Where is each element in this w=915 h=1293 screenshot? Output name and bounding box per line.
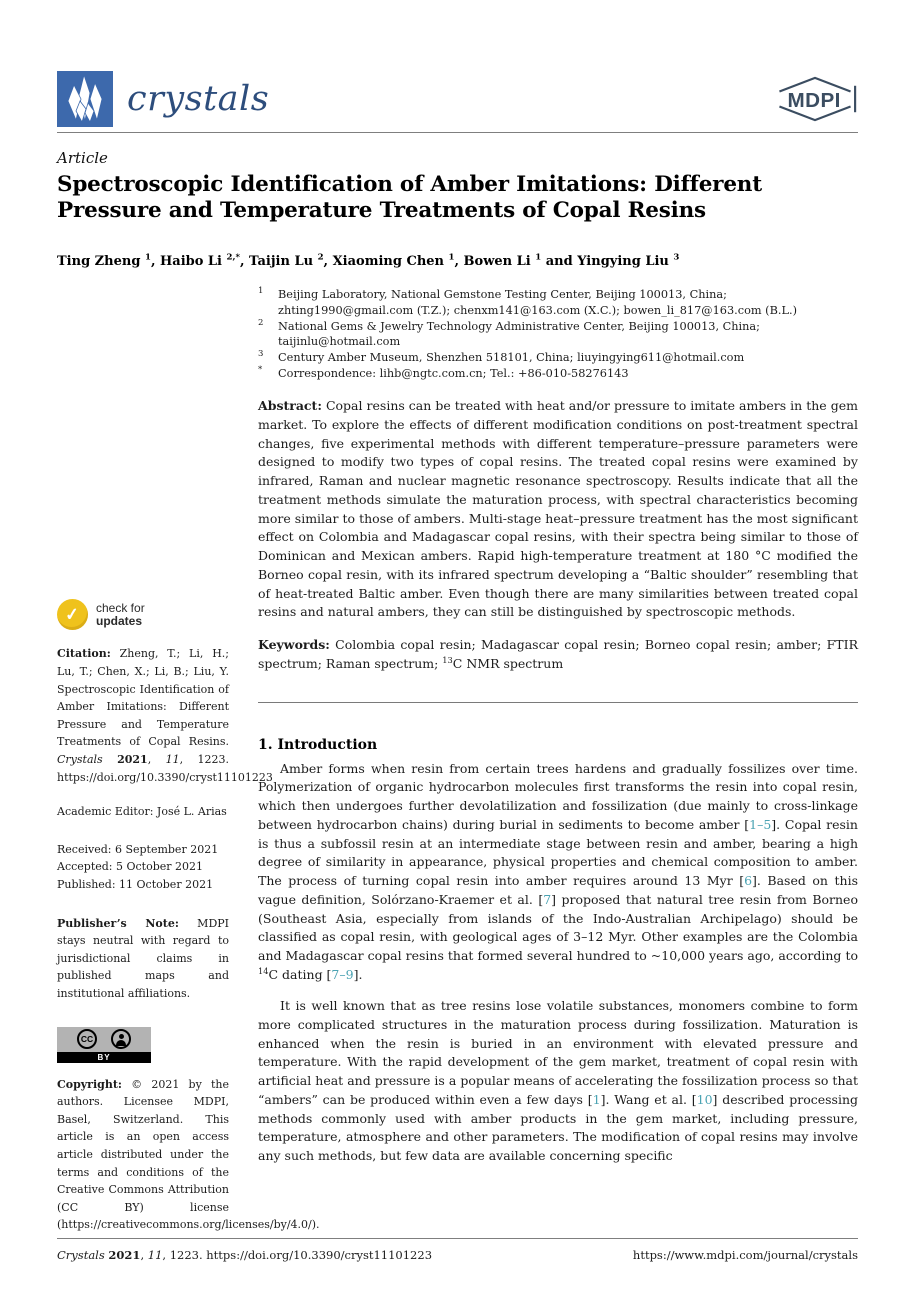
dates-block [57, 841, 229, 894]
cc-icon: CC [77, 1029, 97, 1049]
check-updates-icon: ✓ [57, 599, 88, 630]
footer-journal-url[interactable]: https://www.mdpi.com/journal/crystals [632, 1248, 858, 1262]
affiliations-list [258, 287, 858, 381]
affiliation-marker: 1 [258, 286, 264, 297]
check-updates-line1: check for [96, 600, 145, 615]
cc-by-label: BY [57, 1052, 151, 1063]
page-title: Spectroscopic Identification of Amber Imitations: Different Pressure and Temperature Treatments of Copal Resins [57, 172, 762, 224]
page-header [57, 70, 858, 128]
cc-badge-icons [57, 1027, 151, 1052]
section-heading-introduction: 1. Introduction [258, 736, 378, 753]
affiliation-marker: * [258, 365, 263, 376]
affiliation-item [258, 287, 858, 317]
content-columns [57, 287, 858, 1233]
check-updates-label [96, 602, 145, 629]
reference-link[interactable]: 1–5 [749, 816, 772, 832]
keywords-divider [258, 702, 858, 703]
article-type-label: Article [57, 149, 108, 167]
abstract: Abstract: Copal resins can be treated with heat and/or pressure to imitate ambers in the gem market. To explore the effects of different modification conditions on post-treatment spectral changes, five experimental methods with different temperature–pressure parameters were designed to modify two types of copal resins. The treated copal resins were examined by infrared, Raman and nuclear magnetic resonance spectroscopy. Results indicate that all the treatment methods simulate the maturation process, with spectral characteristics becoming more similar to those of ambers. Multi-stage heat–pressure treatment has the most significant effect on Colombia and Madagascar copal resins, with their spectra being similar to those of Dominican and Mexican ambers. Rapid high-temperature treatment at 180 °C modified the Borneo copal resin, with its infrared spectrum developing a “Baltic shoulder” resembling that of heat-treated Baltic amber. Even though there are many similarities between treated copal resins and natural ambers, they can still be distinguished by spectroscopic methods. [258, 398, 858, 620]
mdpi-logo-icon[interactable] [772, 73, 858, 125]
affiliation-text: National Gems & Jewelry Technology Administrative Center, Beijing 100013, China; taijinlu@hotmail.com [278, 319, 760, 348]
affiliation-marker: 2 [258, 317, 264, 328]
academic-editor: Academic Editor: José L. Arias [57, 805, 227, 819]
affiliation-marker: 3 [258, 348, 264, 359]
header-divider [57, 132, 858, 133]
check-for-updates-button[interactable] [57, 599, 175, 630]
reference-link[interactable]: 10 [696, 1091, 713, 1107]
received-date: Received: 6 September 2021 [57, 842, 219, 856]
reference-link[interactable]: 7 [543, 891, 552, 907]
authors-line: Ting Zheng $^1$, Haibo Li $^{2,*}$, Taijin Lu $^2$, Xiaoming Chen $^1$, Bowen Li $^1$ and Yingying Liu $^3$ [57, 253, 680, 270]
keywords: Keywords: Colombia copal resin; Madagascar copal resin; Borneo copal resin; amber; FTIR spectrum; Raman spectrum; $^{13}$C NMR spectrum [258, 637, 858, 671]
reference-link[interactable]: 6 [744, 873, 753, 889]
copyright-block: Copyright: © 2021 by the authors. Licensee MDPI, Basel, Switzerland. This article is an open access article distributed under the terms and conditions of the Creative Commons Attribution (CC BY) license (https://creativecommons.org/licenses/by/4.0/). [57, 1077, 320, 1232]
person-icon [111, 1029, 131, 1049]
affiliation-text: Beijing Laboratory, National Gemstone Testing Center, Beijing 100013, China; zhting1990@gmail.com (T.Z.); chenxm141@163.com (X.C.); bowen_li_817@163.com (B.L.) [278, 288, 797, 317]
reference-link[interactable]: 1 [592, 1091, 601, 1107]
check-updates-line2: updates [96, 613, 143, 628]
intro-paragraph-2: It is well known that as tree resins lose volatile substances, monomers combine to form more complicated structures in the maturation process during fossilization. Maturation is enhanced when the resin is buried in an environment with elevated pressure and temperature. With the rapid development of the gem market, treatment of copal resin with artificial heat and pressure is a popular means of accelerating the fossilization process so that “ambers” can be produced within even a few days [1]. Wang et al. [10] described processing methods commonly used with amber products in the gem market, including pressure, temperature, atmosphere and other parameters. The modification of copal resins may involve any such methods, but few data are available concerning specific [258, 998, 858, 1164]
affiliation-item-correspondence [258, 366, 858, 381]
journal-logo[interactable] [57, 71, 269, 127]
footer-divider [57, 1238, 858, 1239]
affiliation-item [258, 350, 858, 365]
svg-text:MDPI: MDPI [787, 88, 841, 112]
affiliation-text: Century Amber Museum, Shenzhen 518101, China; liuyingying611@hotmail.com [278, 350, 745, 364]
crystals-icon [57, 71, 113, 127]
intro-paragraph-1: Amber forms when resin from certain trees hardens and gradually fossilizes over time. Polymerization of organic hydrocarbon molecules first transforms the resin into copal resin, which then undergoes further devolatilization and fossilization (due mainly to cross-linkage between hydrocarbon chains) during burial in sediments to become amber [1–5]. Copal resin is thus a subfossil resin at an intermediate stage between resin and amber, bearing a high degree of similarity in appearance, physical properties and chemical composition to amber. The process of turning copal resin into amber requires around 13 Myr [6]. Based on this vague definition, Solórzano-Kraemer et al. [7] proposed that natural tree resin from Borneo (Southeast Asia, especially from islands of the Indo-Australian Archipelago) should be classified as copal resin, with geological ages of 3–12 Myr. Other examples are the Colombia and Madagascar copal resins that formed several hundred to ~10,000 years ago, according to $^{14}$C dating [7–9]. [258, 760, 858, 982]
affiliation-text: Correspondence: lihb@ngtc.com.cn; Tel.: +86-010-58276143 [278, 367, 629, 381]
accepted-date: Accepted: 5 October 2021 [57, 860, 204, 874]
cc-by-license-badge[interactable] [57, 1027, 151, 1063]
journal-name: crystals [127, 78, 270, 119]
footer-citation: Crystals 2021, 11, 1223. https://doi.org/10.3390/cryst11101223 [57, 1248, 433, 1262]
citation-block: Citation: Zheng, T.; Li, H.; Lu, T.; Chen, X.; Li, B.; Liu, Y. Spectroscopic Identification of Amber Imitations: Different Pressure and Temperature Treatments of Copal Resins. Crystals 2021, 11, 1223. https://doi.org/10.3390/cryst11101223 [57, 647, 273, 784]
reference-link[interactable]: 7–9 [331, 966, 354, 982]
page-footer [57, 1238, 858, 1262]
main-column [258, 287, 858, 1233]
published-date: Published: 11 October 2021 [57, 877, 214, 891]
affiliation-item [258, 319, 858, 349]
publishers-note: Publisher’s Note: MDPI stays neutral with regard to jurisdictional claims in published maps and institutional affiliations. [57, 916, 230, 1000]
